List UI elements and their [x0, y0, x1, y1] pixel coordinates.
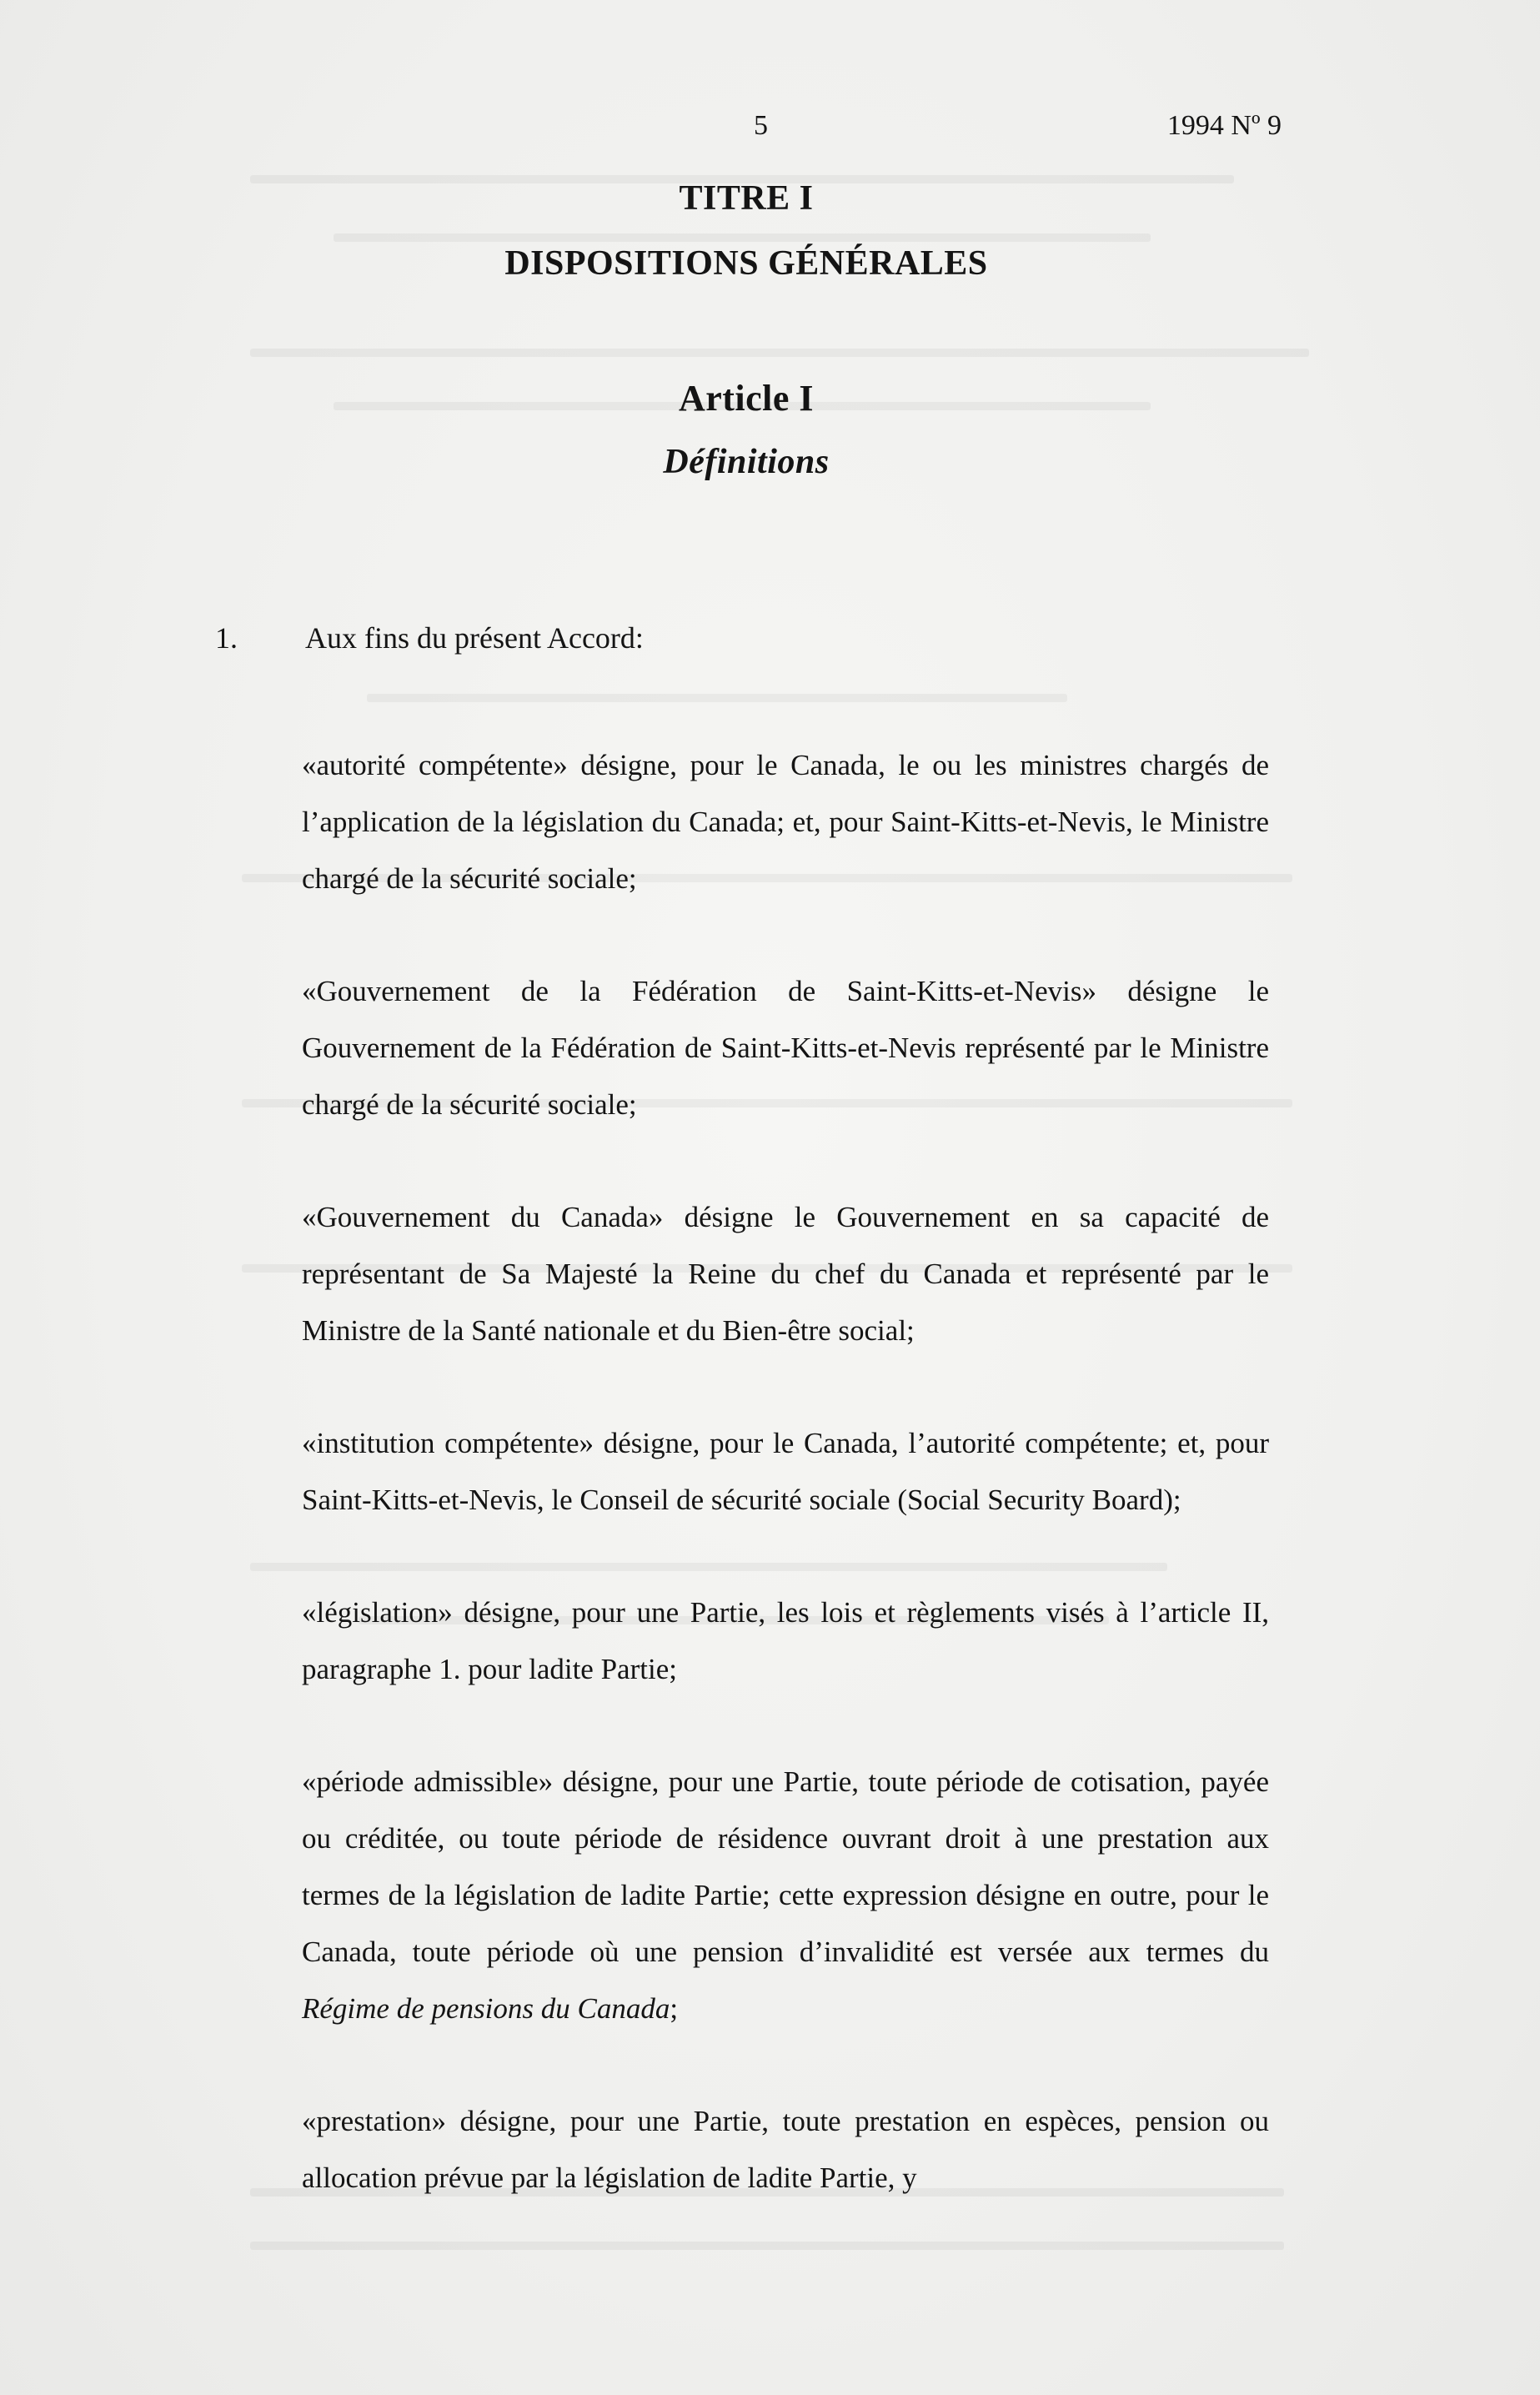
- definition-paragraph: «prestation» désigne, pour une Partie, toute prestation en espèces, pension ou allocation prévue par la législation de ladite Partie, y: [302, 2105, 1269, 2194]
- definitions-list: [302, 737, 1269, 2207]
- definition-paragraph: «Gouvernement du Canada» désigne le Gouvernement en sa capacité de représentant de Sa Majesté la Reine du chef du Canada et représenté par le Ministre de la Santé nationale et du Bien-être social;: [302, 1201, 1269, 1347]
- article-number: Article I: [678, 378, 815, 419]
- part-title: TITRE I: [679, 179, 814, 218]
- definition-paragraph: «législation» désigne, pour une Partie, les lois et règlements visés à l’article II, paragraphe 1. pour ladite Partie;: [302, 1596, 1269, 1685]
- definition-paragraph: [302, 1754, 1269, 2037]
- definition-text: «période admissible» désigne, pour une Partie, toute période de cotisation, payée ou créditée, ou toute période de résidence ouvrant droit à une prestation aux termes de la législation de ladite Partie; cette expression désigne en outre, pour le Canada, toute période où une pension d’invalidité est versée aux termes du: [302, 1765, 1269, 1968]
- definition-paragraph: «institution compétente» désigne, pour le Canada, l’autorité compétente; et, pour Saint-Kitts-et-Nevis, le Conseil de sécurité sociale (Social Security Board);: [302, 1427, 1269, 1516]
- bleed-through-mark: [250, 349, 1309, 357]
- clause-number: 1.: [215, 621, 238, 655]
- statute-reference: Régime de pensions du Canada: [302, 1992, 670, 2025]
- part-subtitle: DISPOSITIONS GÉNÉRALES: [504, 244, 988, 283]
- definition-paragraph: «autorité compétente» désigne, pour le Canada, le ou les ministres chargés de l’application de la législation du Canada; et, pour Saint-Kitts-et-Nevis, le Ministre chargé de la sécurité sociale;: [302, 749, 1269, 895]
- page-number: 5: [754, 110, 768, 141]
- definition-paragraph: «Gouvernement de la Fédération de Saint-Kitts-et-Nevis» désigne le Gouvernement de la Fédération de Saint-Kitts-et-Nevis représenté par le Ministre chargé de la sécurité sociale;: [302, 975, 1269, 1121]
- definition-text-end: ;: [670, 1992, 679, 2025]
- bleed-through-mark: [250, 2242, 1284, 2250]
- bleed-through-mark: [334, 233, 1151, 242]
- bleed-through-mark: [367, 694, 1067, 702]
- clause-intro: Aux fins du présent Accord:: [305, 621, 644, 655]
- article-title: Définitions: [663, 443, 830, 481]
- journal-reference: 1994 Nº 9: [1166, 110, 1282, 141]
